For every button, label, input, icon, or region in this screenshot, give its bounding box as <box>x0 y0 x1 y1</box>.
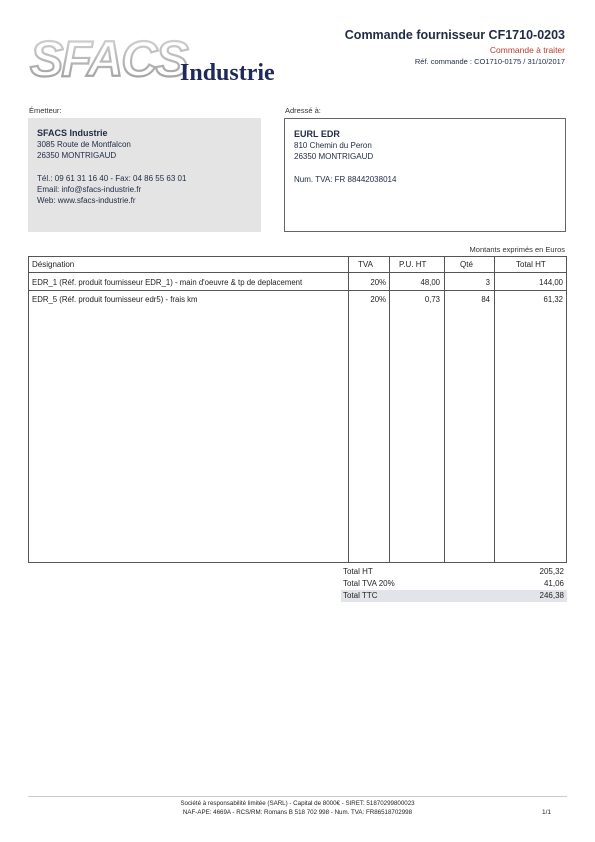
row1-pu-ht: 48,00 <box>420 278 440 287</box>
sender-web: Web: www.sfacs-industrie.fr <box>37 196 136 206</box>
row1-tva: 20% <box>370 278 386 287</box>
table-header <box>29 257 566 273</box>
total-ttc-row <box>341 590 567 602</box>
footer-legal-line1: Société à responsabilité limitée (SARL) - Capital de 8000€ - SIRET: 51870299800023 <box>180 800 415 807</box>
sender-name: SFACS Industrie <box>37 128 108 138</box>
company-logo <box>28 30 318 90</box>
sender-phone: Tél.: 09 61 31 16 40 - Fax: 04 86 55 63 01 <box>37 173 187 183</box>
total-tva-row <box>341 578 567 590</box>
recipient-box <box>284 118 566 232</box>
sender-address-line2: 26350 MONTRIGAUD <box>37 151 117 161</box>
row2-designation: EDR_5 (Réf. produit fournisseur edr5) - frais km <box>32 295 198 304</box>
sender-email: Email: info@sfacs-industrie.fr <box>37 184 142 194</box>
footer-divider <box>28 796 567 797</box>
recipient-label: Adressé à: <box>285 106 321 115</box>
sender-address-line1: 3085 Route de Montfalcon <box>37 140 131 150</box>
row2-pu-ht: 0,73 <box>424 295 440 304</box>
total-tva-value: 41,06 <box>543 579 564 588</box>
total-ht-label: Total HT <box>343 567 373 576</box>
sender-label: Émetteur: <box>29 106 62 115</box>
total-ht-row <box>341 566 567 578</box>
column-header-total-ht: Total HT <box>516 260 546 269</box>
row1-total-ht: 144,00 <box>539 278 563 287</box>
recipient-vat: Num. TVA: FR 88442038014 <box>294 174 397 184</box>
column-header-qty: Qté <box>460 260 473 269</box>
footer-legal-line2: NAF-APE: 4669A - RCS/RM: Romans B 518 702 998 - Num. TVA: FR86518702998 <box>182 809 413 816</box>
total-ttc-value: 246,38 <box>539 591 564 600</box>
row2-qty: 84 <box>481 295 490 304</box>
logo-subtitle: Industrie <box>180 60 275 86</box>
logo-text: SFACS <box>30 31 187 87</box>
total-tva-label: Total TVA 20% <box>343 579 395 588</box>
recipient-name: EURL EDR <box>294 129 340 139</box>
row2-tva: 20% <box>370 295 386 304</box>
total-ttc-label: Total TTC <box>343 591 378 600</box>
page-number: 1/1 <box>541 809 551 816</box>
row1-designation: EDR_1 (Réf. produit fournisseur EDR_1) - main d'oeuvre & tp de deplacement <box>32 278 303 287</box>
recipient-address-line2: 26350 MONTRIGAUD <box>294 152 374 162</box>
order-lines-table <box>28 256 567 563</box>
order-status: Commande à traiter <box>489 45 565 55</box>
column-header-tva: TVA <box>358 260 373 269</box>
row2-total-ht: 61,32 <box>543 295 563 304</box>
sender-box <box>28 118 261 232</box>
recipient-address-line1: 810 Chemin du Peron <box>294 141 372 151</box>
currency-note: Montants exprimés en Euros <box>469 245 565 254</box>
row1-qty: 3 <box>485 278 490 287</box>
column-header-pu-ht: P.U. HT <box>399 260 427 269</box>
document-title: Commande fournisseur CF1710-0203 <box>344 28 565 42</box>
column-header-designation: Désignation <box>32 260 75 269</box>
total-ht-value: 205,32 <box>539 567 564 576</box>
order-reference: Réf. commande : CO1710-0175 / 31/10/2017 <box>414 57 565 66</box>
